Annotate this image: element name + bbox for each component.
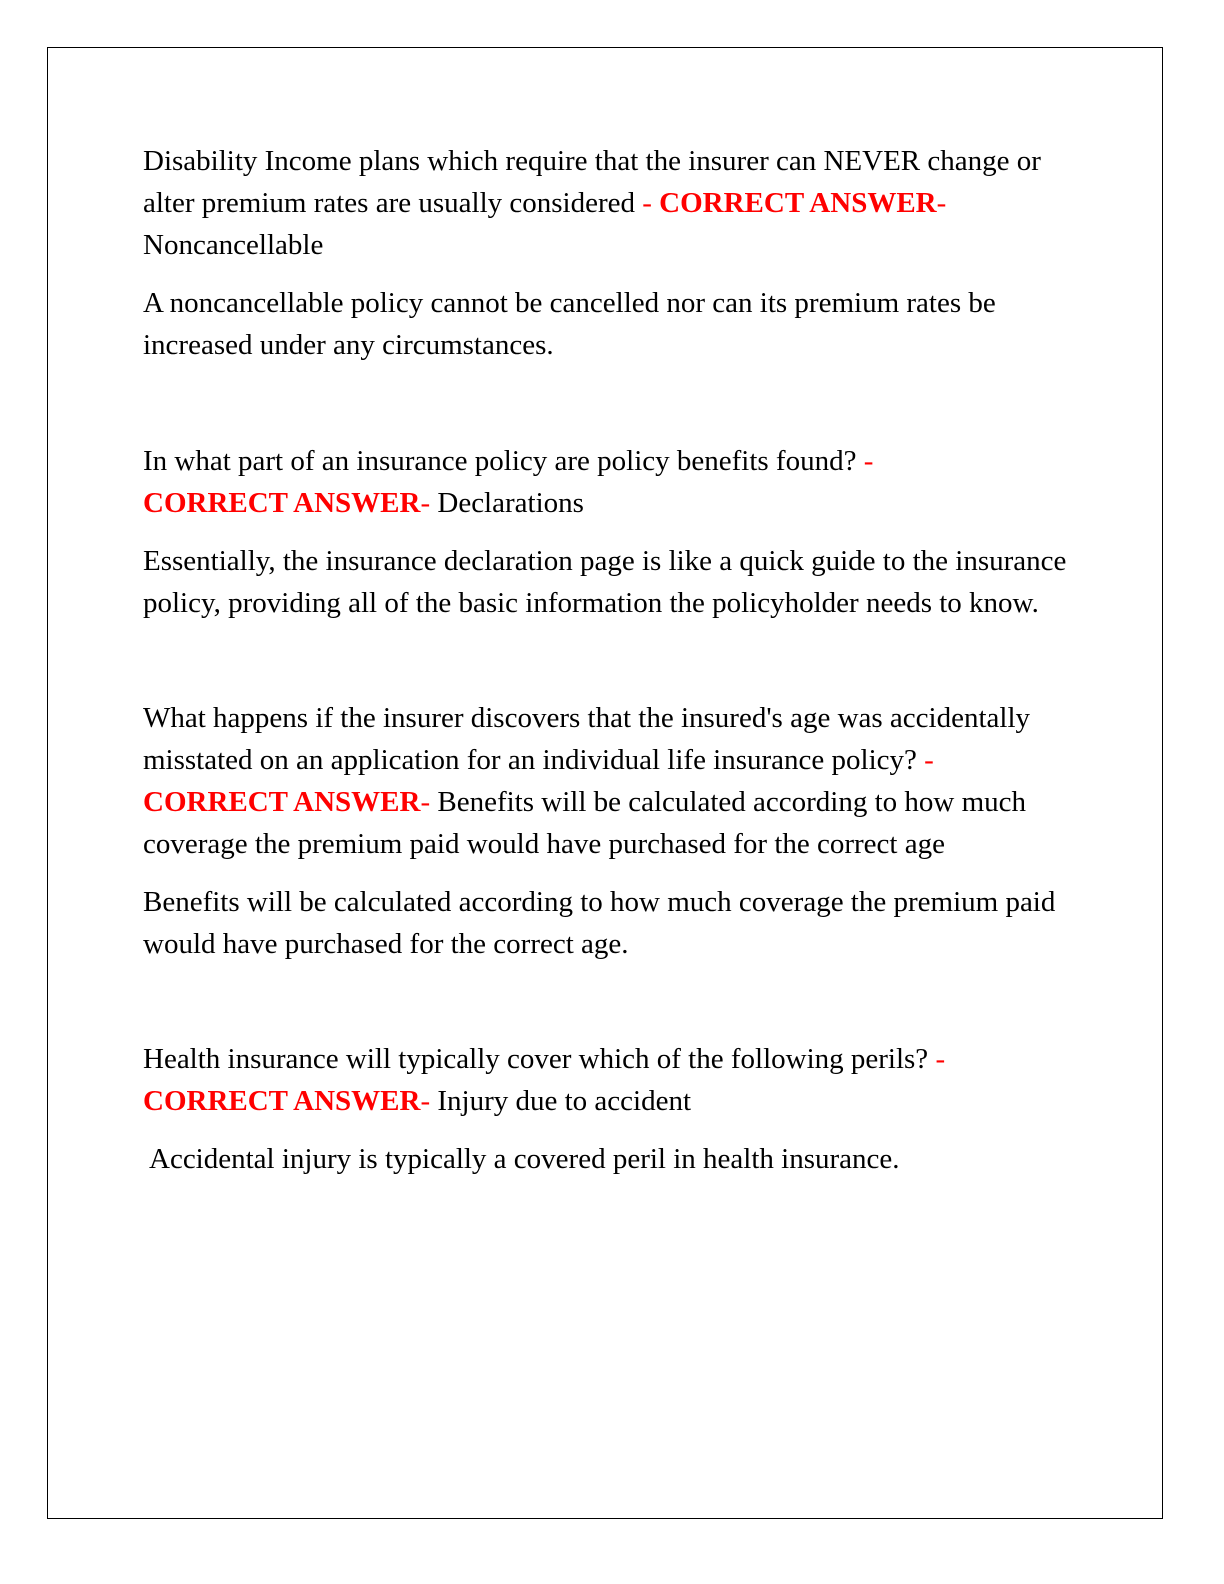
explanation-text: A noncancellable policy cannot be cancelled nor can its premium rates be increased under any circumstances.	[143, 287, 996, 361]
correct-answer-label: CORRECT ANSWER	[659, 187, 937, 219]
explanation-text: Benefits will be calculated according to how much coverage the premium paid would have purchased for the correct age.	[143, 886, 1056, 960]
correct-answer-label: CORRECT ANSWER	[143, 487, 421, 519]
qa-item-1	[143, 140, 1083, 366]
correct-answer-label: CORRECT ANSWER	[143, 786, 421, 818]
document-content	[143, 140, 1083, 1180]
correct-answer-marker: - CORRECT ANSWER-	[143, 744, 934, 818]
answer-text: Benefits will be calculated according to how much coverage the premium paid would have purchased for the correct age	[143, 786, 1027, 860]
answer-text: Noncancellable	[143, 229, 324, 261]
question-text: Disability Income plans which require that the insurer can NEVER change or alter premium rates are usually considered	[143, 145, 1041, 219]
question-text: In what part of an insurance policy are policy benefits found?	[143, 445, 857, 477]
answer-text: Declarations	[437, 487, 584, 519]
question-paragraph	[143, 697, 1083, 865]
qa-item-4	[143, 1038, 1083, 1180]
question-paragraph	[143, 1038, 1083, 1122]
qa-item-3	[143, 697, 1083, 965]
question-paragraph	[143, 140, 1083, 266]
question-paragraph	[143, 440, 1083, 524]
question-text: What happens if the insurer discovers that the insured's age was accidentally misstated on an application for an individual life insurance policy?	[143, 702, 1031, 776]
correct-answer-marker: - CORRECT ANSWER-	[143, 1043, 946, 1117]
explanation-text: Accidental injury is typically a covered peril in health insurance.	[149, 1143, 900, 1175]
correct-answer-marker: - CORRECT ANSWER-	[143, 445, 874, 519]
correct-answer-label: CORRECT ANSWER	[143, 1085, 421, 1117]
qa-item-2	[143, 440, 1083, 624]
answer-text: Injury due to accident	[437, 1085, 692, 1117]
explanation-text: Essentially, the insurance declaration page is like a quick guide to the insurance policy, providing all of the basic information the policyholder needs to know.	[143, 545, 1067, 619]
question-text: Health insurance will typically cover which of the following perils?	[143, 1043, 929, 1075]
correct-answer-marker: - CORRECT ANSWER-	[635, 187, 947, 219]
